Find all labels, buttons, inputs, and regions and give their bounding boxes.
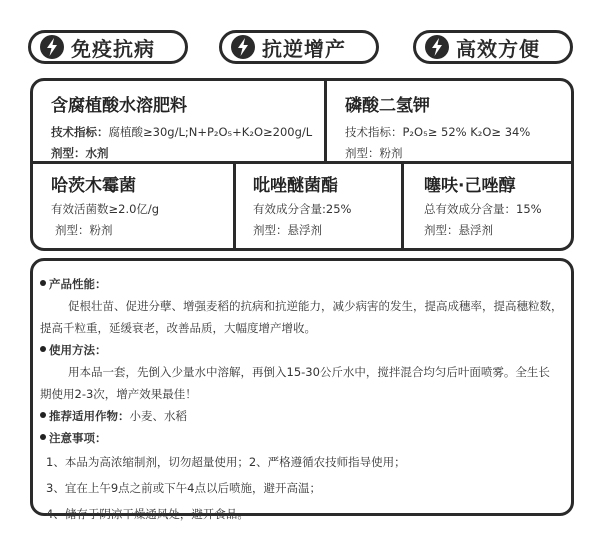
divider: [324, 81, 327, 161]
badge-disease-immunity: [28, 30, 188, 64]
note-item: 1、本品为高浓缩制剂，切勿超量使用；2、严格遵循农技师指导使用；: [46, 455, 406, 469]
product-pyraclostrobin: [253, 171, 351, 238]
performance-text: 提高千粒重，延缓衰老，改善品质，大幅度增产增收。: [40, 321, 316, 335]
note-item: 3、宜在上午9点之前或下午4点以后喷施，避开高温；: [46, 481, 321, 495]
product-spec: 技术指标：P₂O₅≥ 52% K₂O≥ 34%: [345, 125, 531, 139]
badge-efficient-convenient: [413, 30, 573, 64]
product-info-panel: [30, 258, 574, 521]
lightning-icon: [39, 34, 65, 60]
product-humic-fertilizer: [51, 91, 312, 161]
divider: [233, 161, 236, 248]
badge-label: 免疫抗病: [71, 36, 155, 61]
badge-stress-yield: [219, 30, 379, 64]
lightning-icon: [424, 34, 450, 60]
product-form: 剂型：粉剂: [55, 223, 113, 237]
product-content: 有效活菌数≥2.0亿/g: [51, 202, 160, 216]
notes-title: 注意事项：: [40, 427, 563, 449]
product-form: 剂型：悬浮剂: [424, 223, 493, 237]
divider: [401, 161, 404, 248]
usage-text: 用本品一套，先倒入少量水中溶解，再倒入15-30公斤水中，搅拌混合均匀后叶面喷雾。全生长: [68, 365, 550, 379]
product-name: 哈茨木霉菌: [51, 176, 136, 196]
product-content: 有效成分含量:25%: [253, 202, 352, 216]
divider: [33, 161, 571, 164]
note-item: 4、储存于阴凉干燥通风处，避开食品。: [46, 507, 249, 521]
product-spec: 技术指标：腐植酸≥30g/L;N+P₂O₅+K₂O≥200g/L: [51, 125, 313, 139]
crops-row: 推荐适用作物：小麦、水稻: [40, 405, 563, 427]
product-form: 剂型：粉剂: [345, 146, 403, 160]
product-kh2po4: [345, 91, 530, 161]
product-tebuconazole: [424, 171, 542, 238]
product-name: 吡唑醚菌酯: [253, 176, 338, 196]
bullet-icon: [40, 412, 46, 418]
product-name: 噻呋·己唑醇: [424, 176, 516, 196]
product-name: 含腐植酸水溶肥料: [51, 96, 187, 116]
product-content: 总有效成分含量：15%: [424, 202, 542, 216]
bullet-icon: [40, 434, 46, 440]
product-trichoderma: [51, 171, 159, 238]
badge-label: 抗逆增产: [262, 36, 346, 61]
performance-text: 促根壮苗、促进分孽、增强麦稻的抗病和抗逆能力，减少病害的发生，提高成穗率，提高穗粒数，: [68, 299, 563, 313]
badge-label: 高效方便: [456, 36, 540, 61]
crops-value: 小麦、水稻: [129, 409, 187, 423]
bullet-icon: [40, 280, 46, 286]
usage-text: 期使用2-3次，增产效果最佳！: [40, 387, 197, 401]
performance-title: 产品性能：: [40, 273, 563, 295]
product-form: 剂型：水剂: [51, 146, 109, 160]
usage-title: 使用方法：: [40, 339, 563, 361]
product-form: 剂型：悬浮剂: [253, 223, 322, 237]
lightning-icon: [230, 34, 256, 60]
bullet-icon: [40, 346, 46, 352]
product-name: 磷酸二氢钾: [345, 96, 430, 116]
product-components-panel: [30, 78, 574, 251]
